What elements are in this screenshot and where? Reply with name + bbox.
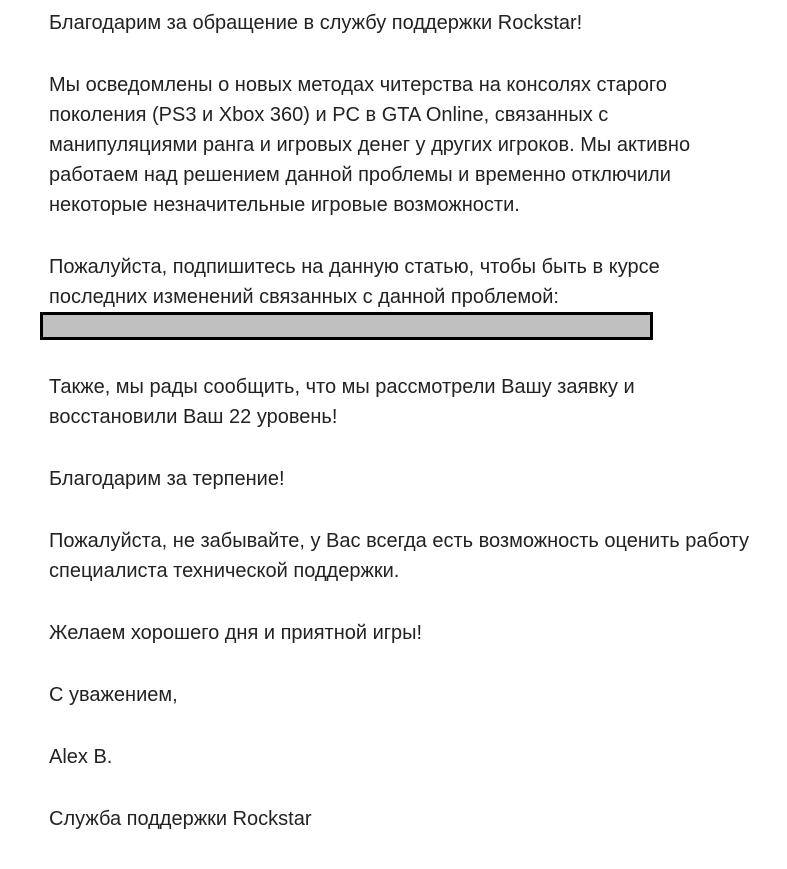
redacted-link (40, 312, 653, 340)
email-signature-team: Служба поддержки Rockstar (49, 808, 312, 830)
email-paragraph-rate-support: Пожалуйста, не забывайте, у Вас всегда есть возможность оценить работу специалиста технической поддержки. (49, 530, 750, 582)
email-closing: С уважением, (49, 684, 178, 706)
email-paragraph-thanks: Благодарим за терпение! (49, 468, 285, 490)
email-paragraph-level-restored: Также, мы рады сообщить, что мы рассмотрели Вашу заявку и восстановили Ваш 22 уровень! (49, 376, 635, 428)
email-paragraph-cheating-notice: Мы осведомлены о новых методах читерства на консолях старого поколения (PS3 и Xbox 360) и PC в GTA Online, связанных с манипуляциями ранга и игровых денег у других игроков. Мы активно работаем над решением данной проблемы и временно отключили некоторые незначительные игровые возможности. (49, 74, 691, 216)
email-paragraph-subscribe: Пожалуйста, подпишитесь на данную статью, чтобы быть в курсе последних изменений связанных с данной проблемой: (49, 256, 660, 308)
email-greeting: Благодарим за обращение в службу поддержки Rockstar! (49, 12, 583, 34)
email-body-continued (49, 372, 749, 866)
email-body (49, 8, 749, 312)
email-signature-name: Alex B. (49, 746, 113, 768)
email-paragraph-wishes: Желаем хорошего дня и приятной игры! (49, 622, 423, 644)
